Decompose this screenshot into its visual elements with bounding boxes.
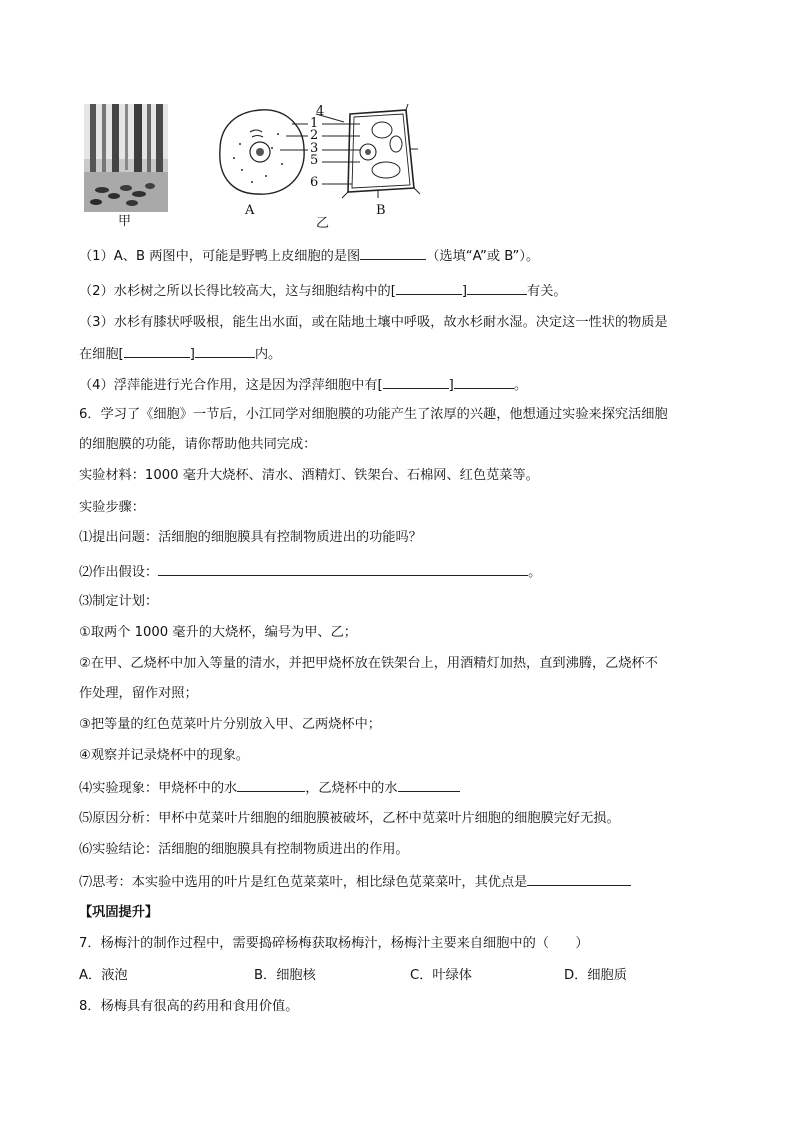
q7-option-a[interactable]: A．液泡 <box>79 968 128 983</box>
label-a: A <box>245 203 255 218</box>
answer-blank[interactable] <box>527 871 631 886</box>
q6-step2: ⑵作出假设： 。 <box>79 561 541 583</box>
q8-stem: 8．杨梅具有很高的药用和食用价值。 <box>79 999 299 1014</box>
forest-duck-photo <box>84 104 168 212</box>
q5-part1: （1）A、B 两图中，可能是野鸭上皮细胞的是图 （选填“A”或 B”）。 <box>79 245 539 267</box>
plant-cell-diagram <box>340 104 420 200</box>
answer-blank[interactable] <box>383 374 449 389</box>
label-jia: 甲 <box>118 214 132 229</box>
label-4: 4 <box>316 104 325 119</box>
q7-option-c[interactable]: C．叶绿体 <box>410 968 472 983</box>
q5-part3-line2: 在细胞[ ] 内。 <box>79 343 281 365</box>
q6-step5: ⑸原因分析：甲杯中苋菜叶片细胞的细胞膜被破坏，乙杯中苋菜叶片细胞的细胞膜完好无损。 <box>79 811 620 826</box>
q6-step1: ⑴提出问题：活细胞的细胞膜具有控制物质进出的功能吗？ <box>79 530 422 545</box>
label-3: 3 <box>310 141 319 156</box>
answer-blank[interactable] <box>396 280 462 295</box>
q6-intro-line2: 的细胞膜的功能，请你帮助他共同完成： <box>79 437 317 452</box>
answer-blank[interactable] <box>398 777 460 792</box>
q5-part3-line1: （3）水杉有膝状呼吸根，能生出水面，或在陆地土壤中呼吸，故水杉耐水湿。决定这一性状的物质是 <box>79 315 668 330</box>
label-6: 6 <box>310 175 319 190</box>
q6-materials: 实验材料：1000 毫升大烧杯、清水、酒精灯、铁架台、石棉网、红色苋菜等。 <box>79 468 539 483</box>
q5-part4: （4）浮萍能进行光合作用，这是因为浮萍细胞中有[ ] 。 <box>79 374 527 396</box>
q6-plan-4: ④观察并记录烧杯中的现象。 <box>79 748 250 763</box>
answer-blank[interactable] <box>195 343 255 358</box>
section-title: 【巩固提升】 <box>79 905 159 920</box>
q6-step7: ⑺思考：本实验中选用的叶片是红色苋菜菜叶，相比绿色苋菜菜叶，其优点是 <box>79 871 631 893</box>
photo-jia <box>84 104 168 212</box>
answer-blank[interactable] <box>454 374 514 389</box>
q6-plan-1: ①取两个 1000 毫升的大烧杯，编号为甲、乙； <box>79 625 357 640</box>
q6-plan-2a: ②在甲、乙烧杯中加入等量的清水，并把甲烧杯放在铁架台上，用酒精灯加热，直到沸腾，乙烧杯不 <box>79 656 658 671</box>
q6-plan-2b: 作处理，留作对照； <box>79 686 198 701</box>
q6-step4: ⑷实验现象：甲烧杯中的水 ，乙烧杯中的水 <box>79 777 460 799</box>
label-yi: 乙 <box>316 216 330 231</box>
q6-intro-line1: 6．学习了《细胞》一节后，小江同学对细胞膜的功能产生了浓厚的兴趣，他想通过实验来探究活细胞 <box>79 407 668 422</box>
label-5: 5 <box>310 153 319 168</box>
label-2: 2 <box>310 128 319 143</box>
q6-step3: ⑶制定计划： <box>79 594 159 609</box>
q7-stem: 7．杨梅汁的制作过程中，需要捣碎杨梅获取杨梅汁，杨梅汁主要来自细胞中的（ ） <box>79 936 589 951</box>
answer-blank[interactable] <box>360 245 426 260</box>
answer-blank[interactable] <box>237 777 305 792</box>
q6-plan-3: ③把等量的红色苋菜叶片分别放入甲、乙两烧杯中； <box>79 717 381 732</box>
answer-blank[interactable] <box>467 280 527 295</box>
q7-option-b[interactable]: B．细胞核 <box>254 968 316 983</box>
label-1: 1 <box>310 116 319 131</box>
q5-part2: （2）水杉树之所以长得比较高大，这与细胞结构中的[ ] 有关。 <box>79 280 567 302</box>
q6-steps-title: 实验步骤： <box>79 500 145 515</box>
answer-blank[interactable] <box>124 343 190 358</box>
hypothesis-blank[interactable] <box>158 561 528 576</box>
label-b: B <box>376 203 386 218</box>
q6-step6: ⑹实验结论：活细胞的细胞膜具有控制物质进出的作用。 <box>79 842 409 857</box>
q7-option-d[interactable]: D．细胞质 <box>564 968 627 983</box>
